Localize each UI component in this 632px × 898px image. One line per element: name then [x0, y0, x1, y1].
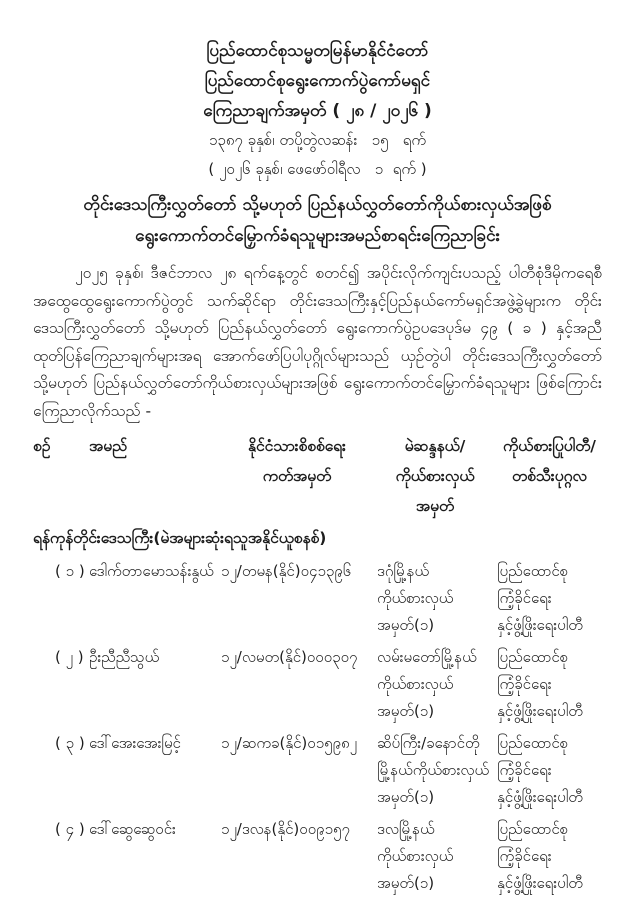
row-name: ဒေါ်အေးအေးမြင့် [89, 734, 181, 752]
row-party-line2: နှင့်ဖွံ့ဖြိုးရေးပါတီ [497, 874, 583, 892]
row-constituency [377, 730, 493, 811]
commission-title: ပြည်ထောင်စုရွေးကောက်ပွဲကော်မရှင် [204, 71, 431, 91]
row-party-line2: နှင့်ဖွံ့ဖြိုးရေးပါတီ [497, 788, 583, 806]
col-header-nrc-line2: ကတ်အမှတ် [262, 467, 332, 485]
row-party-line1: ပြည်ထောင်စုကြံ့ခိုင်ရေး [497, 648, 569, 693]
country-title: ပြည်ထောင်စုသမ္မတမြန်မာနိုင်ငံတော် [206, 41, 429, 61]
col-header-party-line2: တစ်သီးပုဂ္ဂလ [512, 467, 587, 485]
row-constituency-line2: ကိုယ်စားလှယ် [377, 589, 454, 607]
row-party [497, 816, 602, 897]
row-constituency-line1: ဒဂုံမြို့နယ် [377, 562, 430, 580]
row-party-line1: ပြည်ထောင်စုကြံ့ခိုင်ရေး [497, 820, 569, 865]
row-constituency-line2: ကိုယ်စားလှယ် [377, 675, 454, 693]
row-constituency-line2: ကိုယ်စားလှယ် [377, 847, 454, 865]
document-title [33, 190, 602, 252]
col-header-nrc-line1: နိုင်ငံသားစိစစ်ရေး [248, 437, 346, 455]
row-nrc: ၁၂/လမတ(နိုင်)၀၀၀၃၀၇ [221, 648, 358, 666]
row-constituency-line2: မြို့နယ်ကိုယ်စားလှယ် [377, 761, 490, 779]
table-row [33, 730, 602, 811]
row-party-line1: ပြည်ထောင်စုကြံ့ခိုင်ရေး [497, 562, 569, 607]
row-serial: ( ၄ ) [55, 820, 85, 838]
row-constituency-line3: အမှတ်(၁) [377, 616, 435, 634]
row-name: ဒေါက်တာမောသန်းနွယ် [89, 562, 214, 580]
row-serial: ( ၁ ) [55, 562, 85, 580]
row-constituency-line1: လမ်းမတော်မြို့နယ် [377, 648, 477, 666]
col-header-serial: စဉ် [33, 437, 51, 455]
myanmar-era-date: ၁၃၈၇ ခုနှစ်၊ တပို့တွဲလဆန်း ၁၅ ရက် [208, 131, 427, 149]
row-party [497, 730, 602, 811]
col-header-constituency-line2: ကိုယ်စားလှယ်အမှတ် [395, 467, 475, 515]
col-header-constituency-line1: မဲဆန္ဒနယ်/ [404, 437, 466, 455]
table-row [33, 644, 602, 725]
row-serial: ( ၂ ) [55, 648, 84, 666]
table-row [33, 816, 602, 897]
row-constituency [377, 558, 493, 639]
row-nrc: ၁၂/ဆကခ(နိုင်)၀၁၅၉၈၂ [221, 734, 357, 752]
col-header-party-line1: ကိုယ်စားပြုပါတီ/ [503, 437, 596, 455]
row-nrc: ၁၂/ဒလန(နိုင်)၀၀၉၁၅၇ [221, 820, 350, 838]
row-constituency-line3: အမှတ်(၁) [377, 702, 435, 720]
row-serial: ( ၃ ) [55, 734, 85, 752]
table-header-row [33, 431, 602, 521]
body-paragraph: ၂၀၂၅ ခုနှစ်၊ ဒီဇင်ဘာလ ၂၈ ရက်နေ့တွင် စတင်၍ အပိုင်းလိုက်ကျင်းပသည့် ပါတီစုံဒီမိုကရေစီ အထွေထွေရွေးကောက်ပွဲတွင် သက်ဆိုင်ရာ တိုင်းဒေသကြီးနှင့်ပြည်နယ်ကော်မရှင်အဖွဲ့ခွဲများက တိုင်းဒေသကြီးလွှတ်တော် သို့မဟုတ် ပြည်နယ်လွှတ်တော် ရွေးကောက်ပွဲဥပဒေပုဒ်မ ၄၉ ( ခ ) နှင့်အညီ ထုတ်ပြန်ကြေညာချက်များအရ အောက်ဖော်ပြပါပုဂ္ဂိုလ်များသည် ယှဉ်တွဲပါ တိုင်းဒေသကြီးလွှတ်တော် သို့မဟုတ် ပြည်နယ်လွှတ်တော်ကိုယ်စားလှယ်များအဖြစ် ရွေးကောက်တင်မြှောက်ခံရသူများ ဖြစ်ကြောင်း ကြေညာလိုက်သည် - [33, 264, 602, 420]
gregorian-date: ( ၂၀၂၆ ခုနှစ်၊ ဖေဖော်ဝါရီလ ၁ ရက် ) [208, 160, 427, 178]
document-title-line1: တိုင်းဒေသကြီးလွှတ်တော် သို့မဟုတ် ပြည်နယ်လွှတ်တော်ကိုယ်စားလှယ်အဖြစ် [83, 195, 552, 215]
row-party-line1: ပြည်ထောင်စုကြံ့ခိုင်ရေး [497, 734, 569, 779]
row-name: ဦးညီညီသွယ် [89, 648, 160, 666]
col-header-nrc [221, 431, 373, 521]
row-constituency-line1: ဆိပ်ကြီး/ခနောင်တို [377, 734, 480, 752]
col-header-constituency [377, 431, 493, 521]
row-constituency-line1: ဒလမြို့နယ် [377, 820, 435, 838]
region-section-header: ရန်ကုန်တိုင်းဒေသကြီး(မဲအများဆုံးရသူအနိုင်ယူစနစ်) [33, 529, 327, 547]
table-row [33, 558, 602, 639]
row-party [497, 558, 602, 639]
announcement-number: ကြေညာချက်အမှတ် ( ၂၈ / ၂၀၂၆ ) [203, 101, 432, 121]
row-name: ဒေါ်ဆွေဆွေဝင်း [89, 820, 176, 838]
row-party-line2: နှင့်ဖွံ့ဖြိုးရေးပါတီ [497, 616, 583, 634]
row-party [497, 644, 602, 725]
col-header-name: အမည် [89, 437, 128, 455]
document-title-line2: ရွေးကောက်တင်မြှောက်ခံရသူများအမည်စာရင်းကြေညာခြင်း [135, 226, 500, 246]
row-constituency-line3: အမှတ်(၁) [377, 788, 435, 806]
row-nrc: ၁၂/တမန(နိုင်)၀၄၁၃၉၆ [221, 562, 352, 580]
row-constituency-line3: အမှတ်(၁) [377, 874, 435, 892]
col-header-party [497, 431, 602, 521]
row-party-line2: နှင့်ဖွံ့ဖြိုးရေးပါတီ [497, 702, 583, 720]
row-constituency [377, 644, 493, 725]
row-constituency [377, 816, 493, 897]
